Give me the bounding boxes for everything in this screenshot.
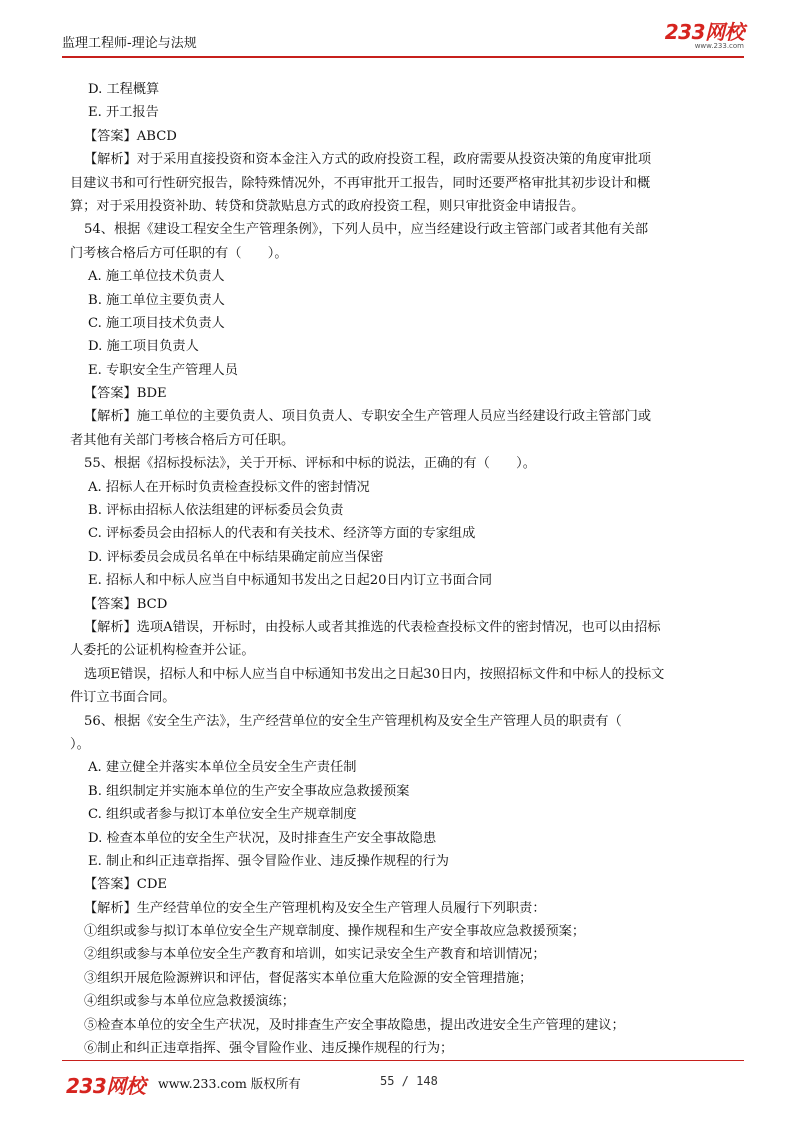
text-line: B. 组织制定并实施本单位的生产安全事故应急救援预案 <box>88 783 410 799</box>
text-line: 54、根据《建设工程安全生产管理条例》，下列人员中，应当经建设行政主管部门或者其他有关部 <box>84 222 649 238</box>
header-divider <box>62 56 744 58</box>
text-line: 算；对于采用投资补助、转贷和贷款贴息方式的政府投资工程，则只审批资金申请报告。 <box>70 198 585 214</box>
text-line: 【答案】CDE <box>84 877 168 893</box>
copyright-text: www.233.com 版权所有 <box>158 1076 301 1091</box>
text-line: D. 施工项目负责人 <box>88 339 199 355</box>
text-line: A. 施工单位技术负责人 <box>88 269 225 285</box>
text-line: 55、根据《招标投标法》，关于开标、评标和中标的说法，正确的有（ ）。 <box>84 456 536 472</box>
footer-logo[interactable]: 233网校 <box>66 1074 146 1098</box>
text-line: 【答案】BDE <box>84 386 167 402</box>
text-line: A. 建立健全并落实本单位全员安全生产责任制 <box>88 760 357 776</box>
page-footer <box>62 1060 744 1096</box>
text-line: ⑥制止和纠正违章指挥、强令冒险作业、违反操作规程的行为； <box>84 1041 454 1057</box>
text-line: C. 施工项目技术负责人 <box>88 315 225 331</box>
text-line: E. 专职安全生产管理人员 <box>88 362 238 378</box>
text-line: 件订立书面合同。 <box>70 690 176 706</box>
text-line: ④组织或参与本单位应急救援演练； <box>84 994 295 1010</box>
text-line: A. 招标人在开标时负责检查投标文件的密封情况 <box>88 479 370 495</box>
text-line: 选项E错误，招标人和中标人应当自中标通知书发出之日起30日内，按照招标文件和中标人的投标文 <box>84 666 665 682</box>
text-line: ①组织或参与拟订本单位安全生产规章制度、操作规程和生产安全事故应急救援预案； <box>84 924 586 940</box>
text-line: 目建议书和可行性研究报告，除特殊情况外，不再审批开工报告，同时还要严格审批其初步设计和概 <box>70 175 651 191</box>
text-line: ③组织开展危险源辨识和评估，督促落实本单位重大危险源的安全管理措施； <box>84 970 533 986</box>
text-line: 者其他有关部门考核合格后方可任职。 <box>70 432 295 448</box>
text-line: E. 制止和纠正违章指挥、强令冒险作业、违反操作规程的行为 <box>88 853 449 869</box>
text-line: D. 检查本单位的安全生产状况，及时排查生产安全事故隐患 <box>88 830 437 846</box>
text-line: C. 组织或者参与拟订本单位安全生产规章制度 <box>88 807 357 823</box>
logo-url: www.233.com <box>694 42 744 50</box>
text-line: D. 评标委员会成员名单在中标结果确定前应当保密 <box>88 549 384 565</box>
text-line: 【解析】施工单位的主要负责人、项目负责人、专职安全生产管理人员应当经建设行政主管部门或 <box>84 409 652 425</box>
text-line: 门考核合格后方可任职的有（ ）。 <box>70 245 288 261</box>
doc-title: 监理工程师-理论与法规 <box>62 36 197 51</box>
text-line: ⑤检查本单位的安全生产状况，及时排查生产安全事故隐患，提出改进安全生产管理的建议； <box>84 1017 625 1033</box>
page-number: 55 / 148 <box>380 1074 438 1088</box>
text-line: C. 评标委员会由招标人的代表和有关技术、经济等方面的专家组成 <box>88 526 476 542</box>
text-line: B. 施工单位主要负责人 <box>88 292 225 308</box>
footer-divider <box>62 1060 744 1061</box>
text-line: ）。 <box>70 736 90 752</box>
text-line: 【解析】生产经营单位的安全生产管理机构及安全生产管理人员履行下列职责： <box>84 900 546 916</box>
page-header <box>62 22 744 56</box>
brand-logo[interactable] <box>665 22 744 51</box>
text-line: B. 评标由招标人依法组建的评标委员会负责 <box>88 503 344 519</box>
text-line: ②组织或参与本单位安全生产教育和培训，如实记录安全生产教育和培训情况； <box>84 947 546 963</box>
text-line: 【解析】选项A错误，开标时，由投标人或者其推选的代表检查投标文件的密封情况，也可以由招标 <box>84 619 661 635</box>
document-body <box>70 78 742 1060</box>
text-line: 人委托的公证机构检查并公证。 <box>70 643 255 659</box>
text-line: 【答案】ABCD <box>84 128 177 144</box>
text-line: E. 开工报告 <box>88 105 159 121</box>
text-line: 【解析】对于采用直接投资和资本金注入方式的政府投资工程，政府需要从投资决策的角度审批项 <box>84 152 652 168</box>
text-line: 56、根据《安全生产法》，生产经营单位的安全生产管理机构及安全生产管理人员的职责有（ <box>84 713 622 729</box>
logo-text: 233网校 <box>664 20 744 44</box>
text-line: 【答案】BCD <box>84 596 168 612</box>
text-line: E. 招标人和中标人应当自中标通知书发出之日起20日内订立书面合同 <box>88 573 493 589</box>
text-line: D. 工程概算 <box>88 82 160 97</box>
